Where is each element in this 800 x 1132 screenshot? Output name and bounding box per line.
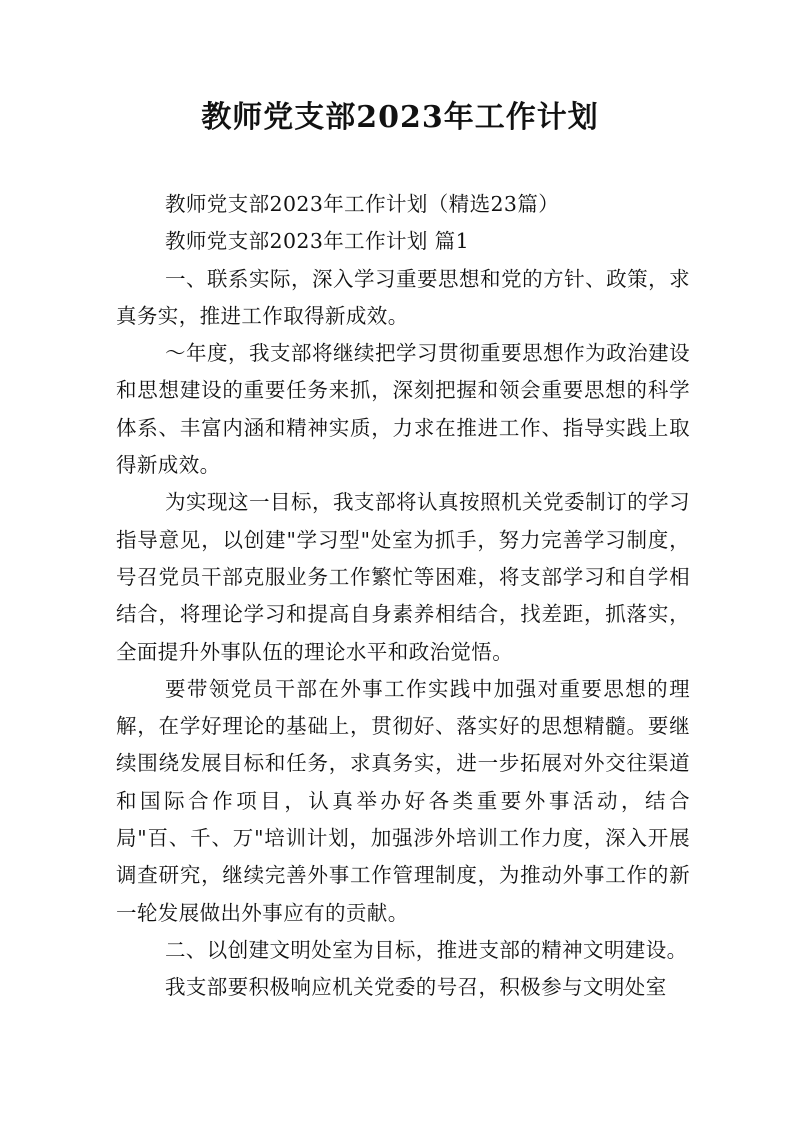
body-paragraph: ～年度，我支部将继续把学习贯彻重要思想作为政治建设和思想建设的重要任务来抓，深刻把握和领会重要思想的科学体系、丰富内涵和精神实质，力求在推进工作、指导实践上取得新成效。 — [116, 341, 690, 478]
body-paragraph: 一、联系实际，深入学习重要思想和党的方针、政策，求真务实，推进工作取得新成效。 — [116, 266, 690, 328]
document-body — [116, 186, 690, 1007]
body-paragraph: 要带领党员干部在外事工作实践中加强对重要思想的理解，在学好理论的基础上，贯彻好、落实好的思想精髓。要继续围绕发展目标和任务，求真务实，进一步拓展对外交往渠道和国际合作项目，认真举办好各类重要外事活动，结合局"百、千、万"培训计划，加强涉外培训工作力度，深入开展调查研究，继续完善外事工作管理制度，为推动外事工作的新一轮发展做出外事应有的贡献。 — [116, 676, 690, 925]
subtitle-paragraph: 教师党支部2023年工作计划（精选23篇） — [165, 192, 560, 216]
body-paragraph: 为实现这一目标，我支部将认真按照机关党委制订的学习指导意见，以创建"学习型"处室为抓手，努力完善学习制度，号召党员干部克服业务工作繁忙等困难，将支部学习和自学相结合，将理论学习和提高自身素养相结合，找差距，抓落实，全面提升外事队伍的理论水平和政治觉悟。 — [116, 490, 690, 664]
body-paragraph: 我支部要积极响应机关党委的号召，积极参与文明处室 — [165, 975, 667, 1000]
document-title: 教师党支部2023年工作计划 — [201, 100, 599, 135]
section-heading: 教师党支部2023年工作计划 篇1 — [165, 229, 470, 254]
body-paragraph: 二、以创建文明处室为目标，推进支部的精神文明建设。 — [165, 937, 688, 962]
